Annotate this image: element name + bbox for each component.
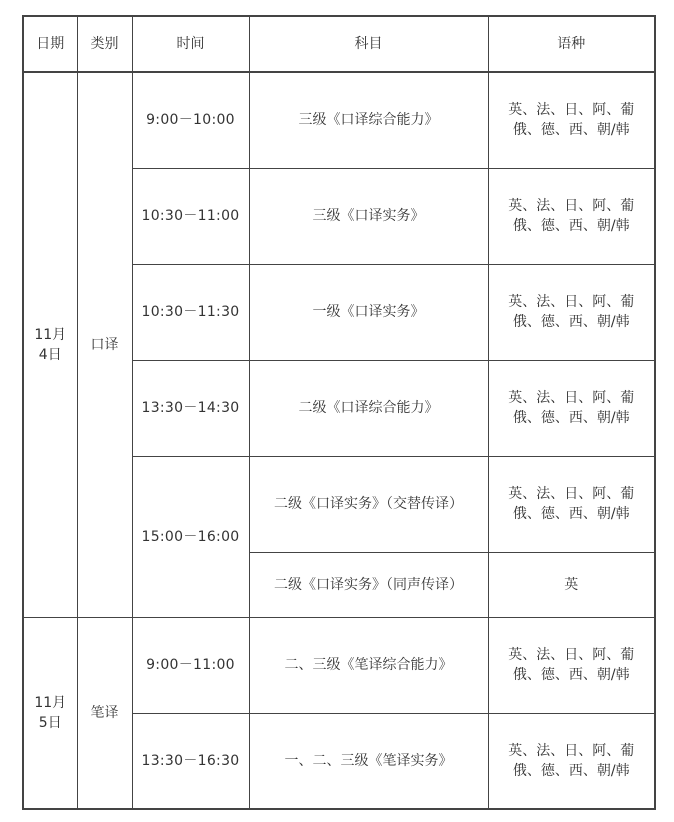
language-line: 俄、德、西、朝/韩 (512, 667, 630, 683)
time-cell: 9:00－11:00 (132, 617, 249, 713)
header-category: 类别 (77, 16, 132, 72)
language-line: 英、法、日、阿、葡 (508, 294, 635, 310)
date-cell-nov-5 (23, 617, 77, 809)
language-cell (488, 360, 655, 456)
time-cell: 15:00－16:00 (132, 456, 249, 617)
language-line: 英、法、日、阿、葡 (508, 390, 635, 406)
language-cell (488, 713, 655, 809)
language-line: 俄、德、西、朝/韩 (512, 762, 630, 779)
category-cell-interpreting: 口译 (77, 72, 132, 617)
header-subject: 科目 (249, 16, 488, 72)
time-cell: 9:00－10:00 (132, 72, 249, 168)
header-date: 日期 (23, 16, 77, 72)
language-cell (488, 617, 655, 713)
table-row (23, 617, 655, 713)
time-cell: 10:30－11:30 (132, 264, 249, 360)
language-line: 俄、德、西、朝/韩 (512, 218, 630, 234)
header-time: 时间 (132, 16, 249, 72)
subject-cell: 二级《口译实务》（交替传译） (249, 456, 488, 552)
exam-schedule-table (22, 15, 656, 810)
date-month: 11月 (34, 694, 67, 711)
subject-cell: 二、三级《笔译综合能力》 (249, 617, 488, 713)
language-line: 英、法、日、阿、葡 (508, 742, 635, 759)
time-cell: 13:30－16:30 (132, 713, 249, 809)
date-day: 5日 (38, 714, 62, 731)
date-day: 4日 (38, 346, 62, 363)
date-month: 11月 (34, 326, 67, 343)
language-line: 英、法、日、阿、葡 (508, 486, 635, 502)
header-row (23, 16, 655, 72)
subject-cell: 一级《口译实务》 (249, 264, 488, 360)
language-line: 英、法、日、阿、葡 (508, 647, 635, 663)
date-cell-nov-4 (23, 72, 77, 617)
language-line: 英、法、日、阿、葡 (508, 198, 635, 214)
language-line: 俄、德、西、朝/韩 (512, 314, 630, 330)
language-line: 英、法、日、阿、葡 (508, 102, 635, 119)
language-line: 俄、德、西、朝/韩 (512, 506, 630, 522)
language-cell (488, 264, 655, 360)
language-cell (488, 456, 655, 552)
header-language: 语种 (488, 16, 655, 72)
language-line: 俄、德、西、朝/韩 (512, 410, 630, 426)
time-cell: 10:30－11:00 (132, 168, 249, 264)
language-cell (488, 72, 655, 168)
subject-cell: 三级《口译实务》 (249, 168, 488, 264)
language-cell: 英 (488, 552, 655, 617)
category-cell-translation: 笔译 (77, 617, 132, 809)
time-cell: 13:30－14:30 (132, 360, 249, 456)
subject-cell: 一、二、三级《笔译实务》 (249, 713, 488, 809)
table-row (23, 72, 655, 168)
subject-cell: 二级《口译综合能力》 (249, 360, 488, 456)
subject-cell: 二级《口译实务》（同声传译） (249, 552, 488, 617)
language-cell (488, 168, 655, 264)
language-line: 俄、德、西、朝/韩 (512, 122, 630, 139)
subject-cell: 三级《口译综合能力》 (249, 72, 488, 168)
